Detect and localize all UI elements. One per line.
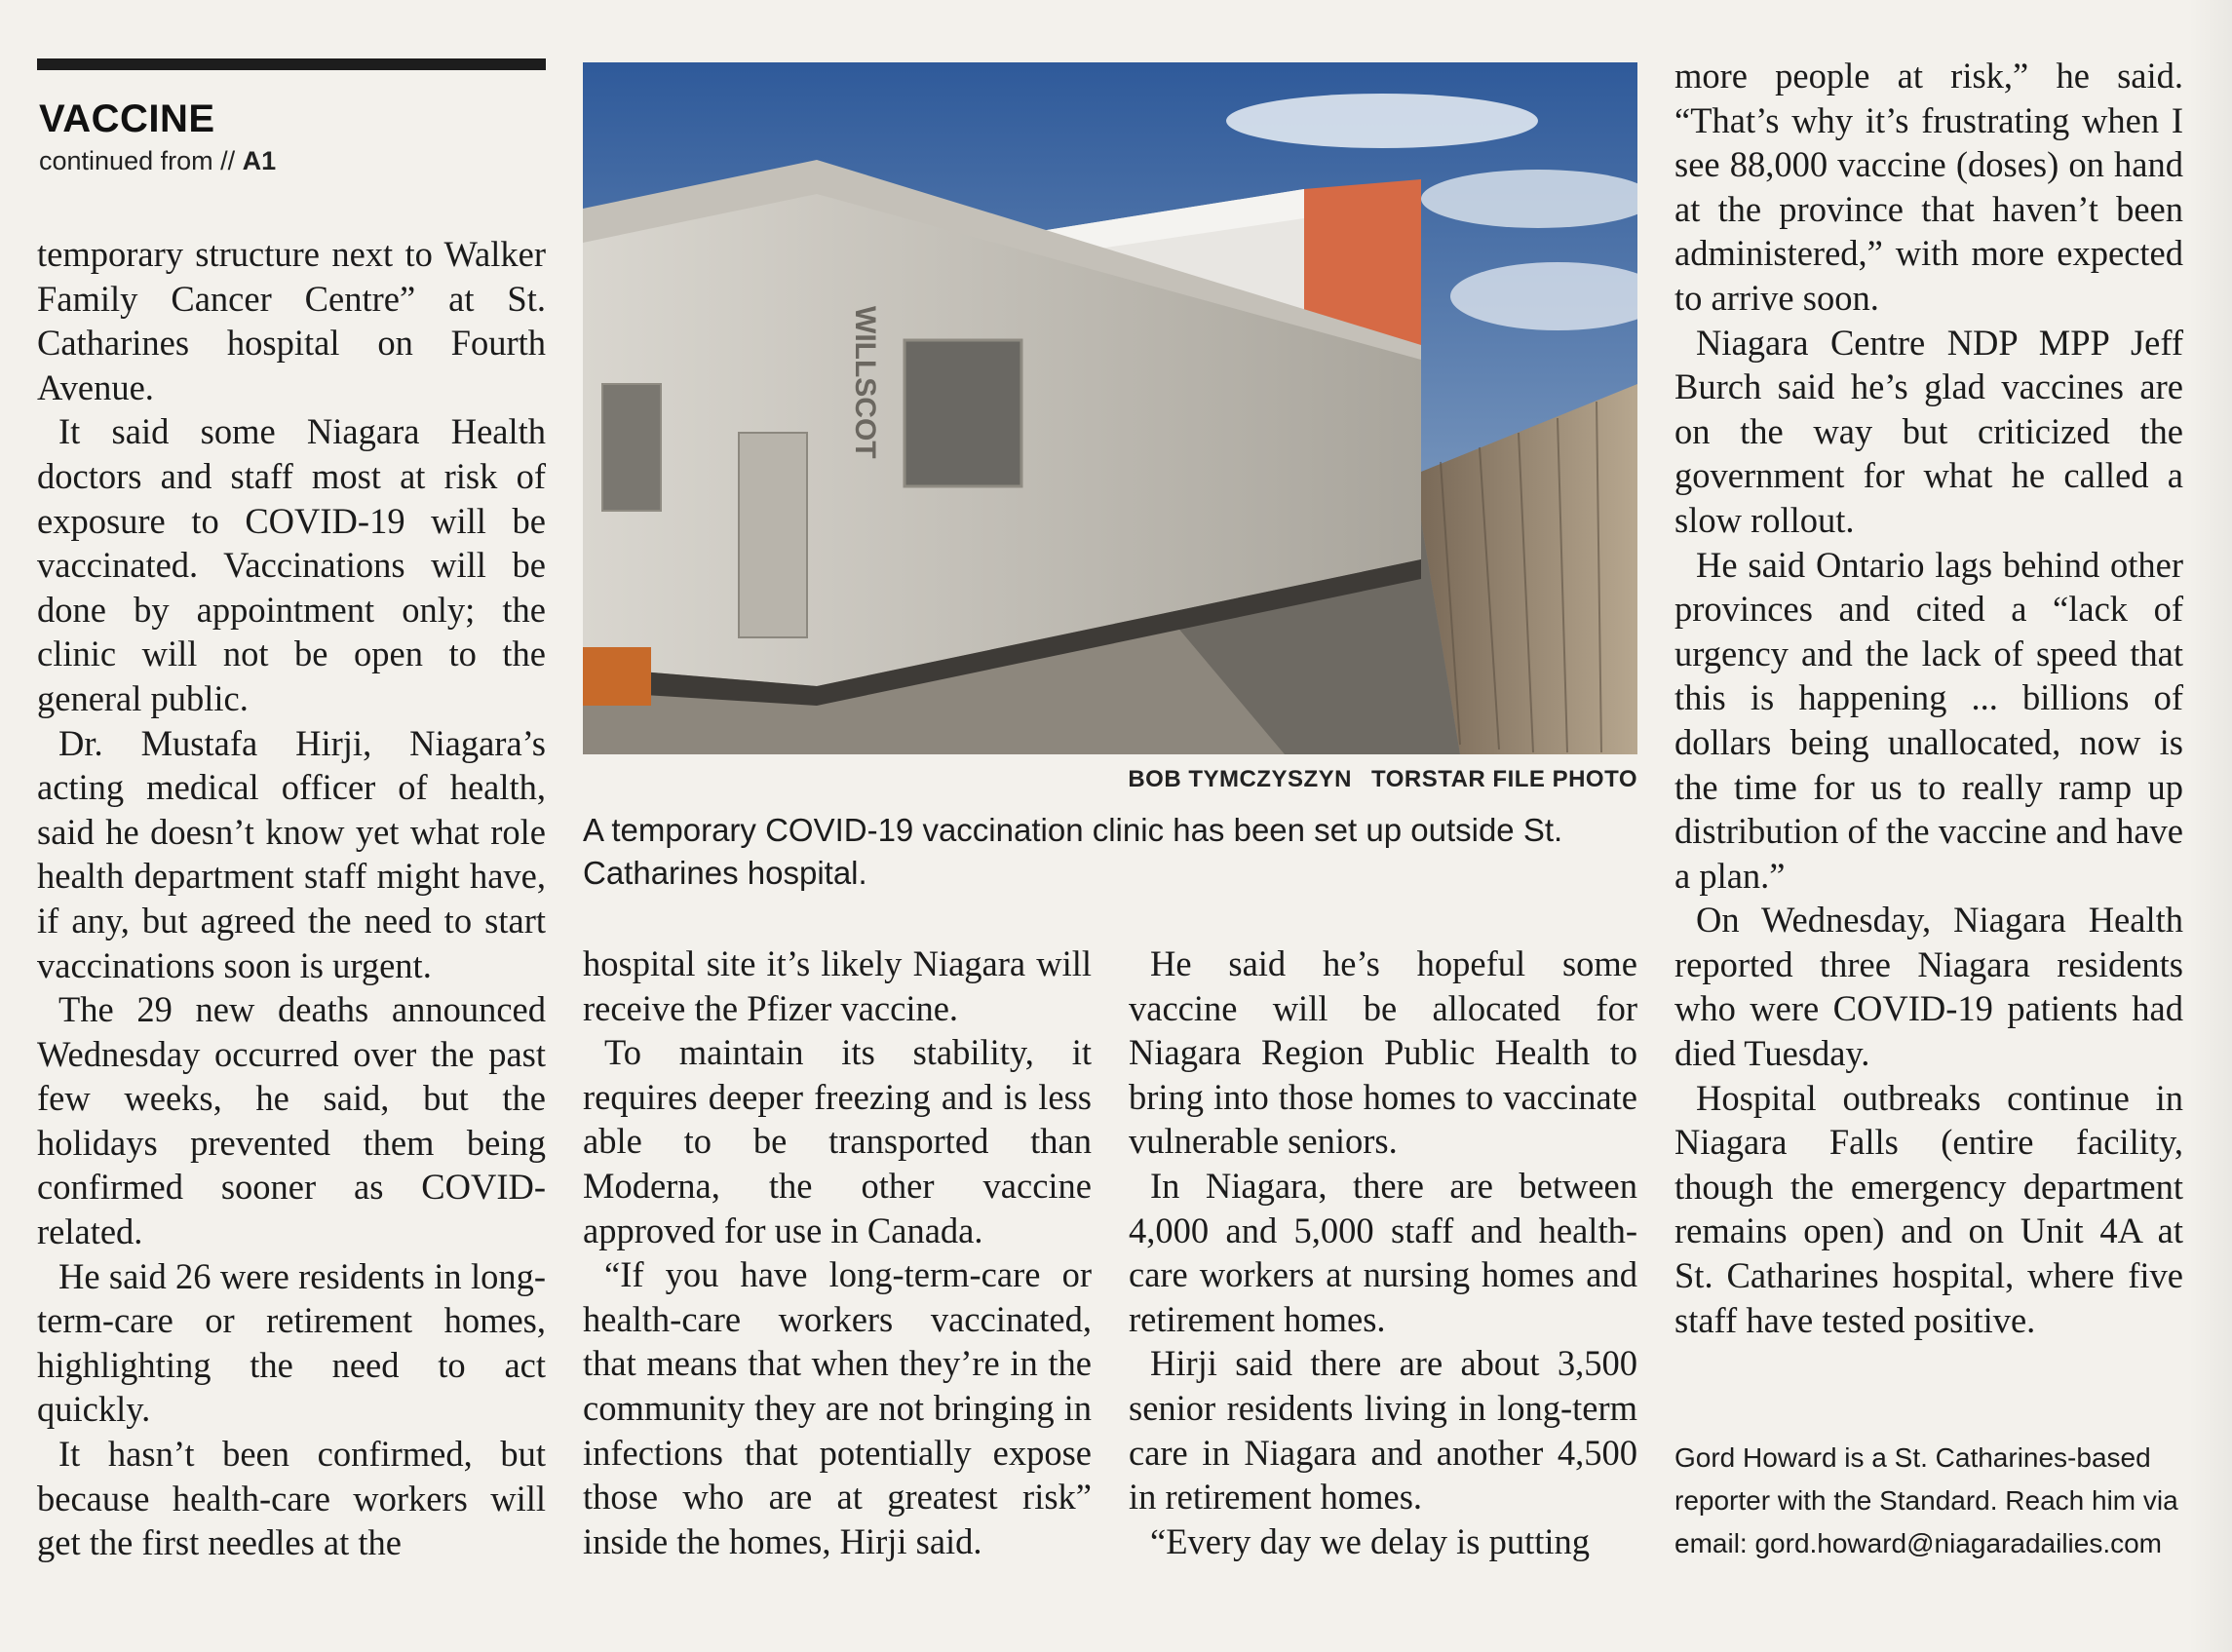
photographer-name: BOB TYMCZYSZYN (1128, 766, 1352, 792)
photo-source: TORSTAR FILE PHOTO (1370, 766, 1637, 792)
paragraph: He said Ontario lags behind other provinces and cited a “lack of urgency and the lack of speed that this is happening ... billions of dollars being unallocated, now is the time for us to really ramp up distribution of the vaccine and have a plan.” (1674, 544, 2183, 896)
continued-prefix: continued from // (39, 146, 236, 175)
photo-credit (583, 766, 1637, 793)
article-column-3 (1129, 941, 1637, 1563)
continued-page-ref: A1 (242, 146, 277, 175)
author-bio: Gord Howard is a St. Catharines-based reporter with the Standard. Reach him via email: gord.howard@niagaradailies.com (1674, 1442, 2178, 1558)
paragraph: To maintain its stability, it requires deeper freezing and is less able to be transported than Moderna, the other vaccine approved for use in Canada. (583, 1032, 1092, 1250)
news-photo (583, 62, 1637, 754)
paragraph: Dr. Mustafa Hirji, Niagara’s acting medical officer of health, said he doesn’t know yet what role health department staff might have, if any, but agreed the need to start vaccinations soon is urgent. (37, 722, 546, 985)
paragraph: It hasn’t been confirmed, but because health-care workers will get the first needles at the (37, 1434, 546, 1563)
paragraph: hospital site it’s likely Niagara will receive the Pfizer vaccine. (583, 943, 1092, 1028)
paragraph: Hirji said there are about 3,500 senior residents living in long-term care in Niagara and another 4,500 in retirement homes. (1129, 1343, 1637, 1518)
paragraph: temporary structure next to Walker Family Cancer Centre” at St. Catharines hospital on Fourth Avenue. (37, 234, 546, 407)
paragraph: He said he’s hopeful some vaccine will be allocated for Niagara Region Public Health to bring into those homes to vaccinate vulnerable seniors. (1129, 943, 1637, 1162)
photo-caption: A temporary COVID-19 vaccination clinic has been set up outside St. Catharines hospital. (583, 812, 1563, 891)
paragraph: Hospital outbreaks continue in Niagara Falls (entire facility, though the emergency department remains open) and on Unit 4A at St. Catharines hospital, where five staff have tested positive. (1674, 1077, 2183, 1340)
article-column-1 (37, 232, 546, 1565)
article-column-4 (1674, 54, 2183, 1342)
continued-from-line (39, 146, 276, 176)
paragraph: He said 26 were residents in long-term-care or retirement homes, highlighting the need to act quickly. (37, 1255, 546, 1430)
page-edge-shadow (2188, 0, 2232, 1652)
article-column-2 (583, 941, 1092, 1563)
paragraph: It said some Niagara Health doctors and staff most at risk of exposure to COVID-19 will be vaccinated. Vaccinations will be done by appointment only; the clinic will not be open to the general public. (37, 411, 546, 718)
paragraph: Niagara Centre NDP MPP Jeff Burch said he’s glad vaccines are on the way but criticized the government for what he called a slow rollout. (1674, 322, 2183, 540)
section-rule (37, 58, 546, 70)
paragraph: more people at risk,” he said. “That’s why it’s frustrating when I see 88,000 vaccine (doses) on hand at the province that haven’t been administered,” with more expected to arrive soon. (1674, 56, 2183, 318)
vaccination-clinic-photo (583, 62, 1637, 754)
paragraph: “If you have long-term-care or health-care workers vaccinated, that means that when they’re in the community they are not bringing in infections that potentially expose those who are at greatest risk” inside the homes, Hirji said. (583, 1254, 1092, 1561)
article-kicker: VACCINE (39, 97, 215, 140)
paragraph: The 29 new deaths announced Wednesday occurred over the past few weeks, he said, but the holidays prevented them being confirmed sooner as COVID-related. (37, 989, 546, 1252)
paragraph: “Every day we delay is putting (1150, 1520, 1591, 1561)
trailer-lettering: WILLSCOT (849, 306, 881, 459)
paragraph: On Wednesday, Niagara Health reported three Niagara residents who were COVID-19 patients had died Tuesday. (1674, 900, 2183, 1074)
paragraph: In Niagara, there are between 4,000 and 5,000 staff and health-care workers at nursing homes and retirement homes. (1129, 1165, 1637, 1339)
